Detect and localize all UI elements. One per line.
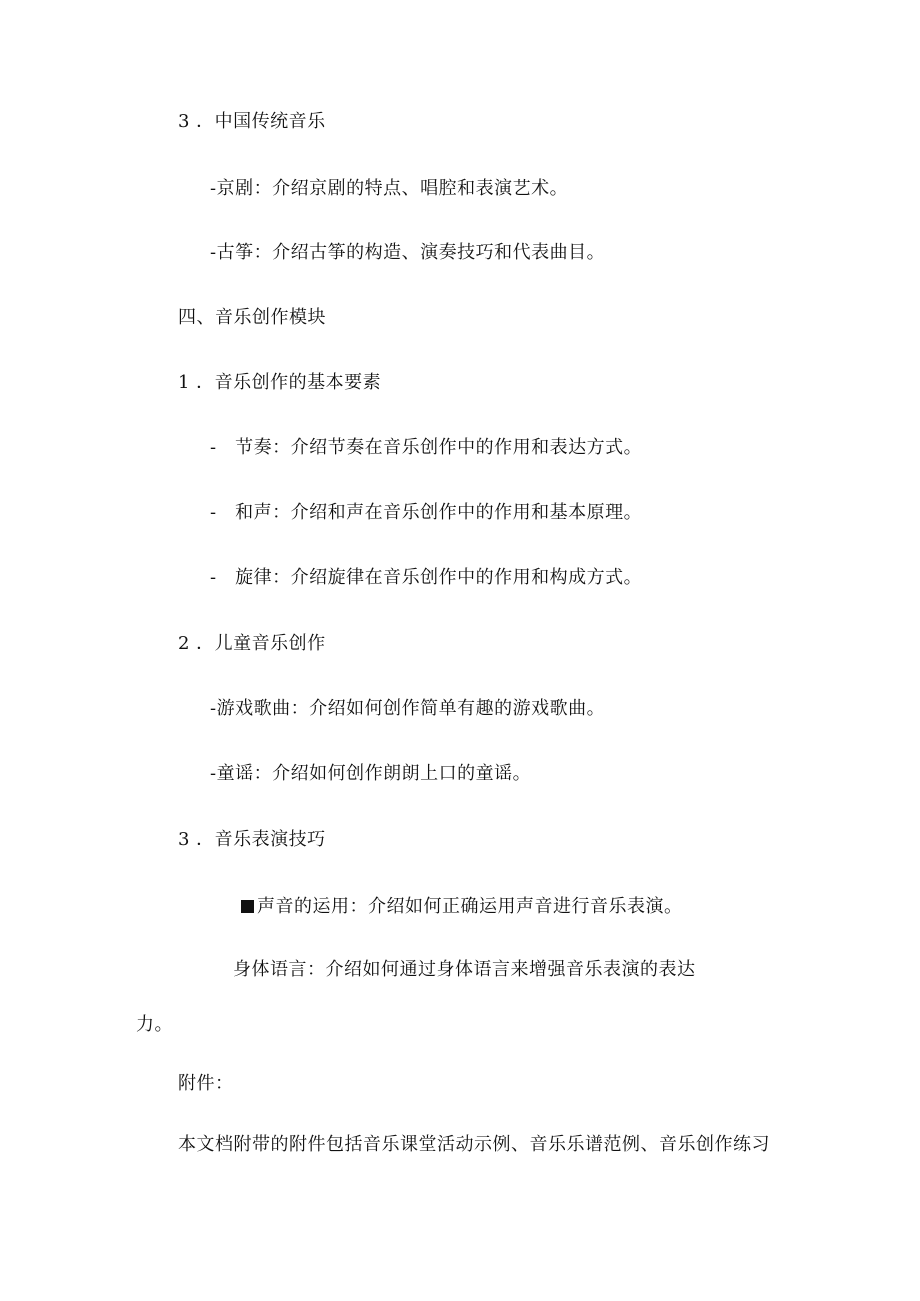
list-item-game-songs: -游戏歌曲：介绍如何创作简单有趣的游戏歌曲。 xyxy=(210,698,606,719)
voice-usage-text: 声音的运用：介绍如何正确运用声音进行音乐表演。 xyxy=(257,896,683,917)
subheading-children-music-creation: 2 ．儿童音乐创作 xyxy=(178,633,326,654)
body-language-continuation: 力。 xyxy=(136,1014,173,1035)
list-item-voice-usage xyxy=(241,895,683,919)
list-item-nursery-rhymes: -童谣：介绍如何创作朗朗上口的童谣。 xyxy=(210,763,532,784)
square-bullet-icon xyxy=(241,900,254,913)
section-heading-music-creation: 四、音乐创作模块 xyxy=(178,307,326,328)
subheading-chinese-traditional-music: 3 ．中国传统音乐 xyxy=(178,111,326,132)
list-item-body-language: 身体语言：介绍如何通过身体语言来增强音乐表演的表达 xyxy=(233,959,696,980)
list-item-harmony: - 和声：介绍和声在音乐创作中的作用和基本原理。 xyxy=(210,502,643,523)
list-item-melody: - 旋律：介绍旋律在音乐创作中的作用和构成方式。 xyxy=(210,567,643,588)
list-item-rhythm: - 节奏：介绍节奏在音乐创作中的作用和表达方式。 xyxy=(210,437,643,458)
list-item-guzheng: -古筝：介绍古筝的构造、演奏技巧和代表曲目。 xyxy=(210,242,606,263)
attachment-description: 本文档附带的附件包括音乐课堂活动示例、音乐乐谱范例、音乐创作练习 xyxy=(178,1134,770,1155)
subheading-performance-skills: 3 ．音乐表演技巧 xyxy=(178,829,326,850)
list-item-peking-opera: -京剧：介绍京剧的特点、唱腔和表演艺术。 xyxy=(210,178,569,199)
subheading-basic-elements: 1 ．音乐创作的基本要素 xyxy=(178,372,382,393)
attachment-heading: 附件： xyxy=(178,1073,234,1094)
